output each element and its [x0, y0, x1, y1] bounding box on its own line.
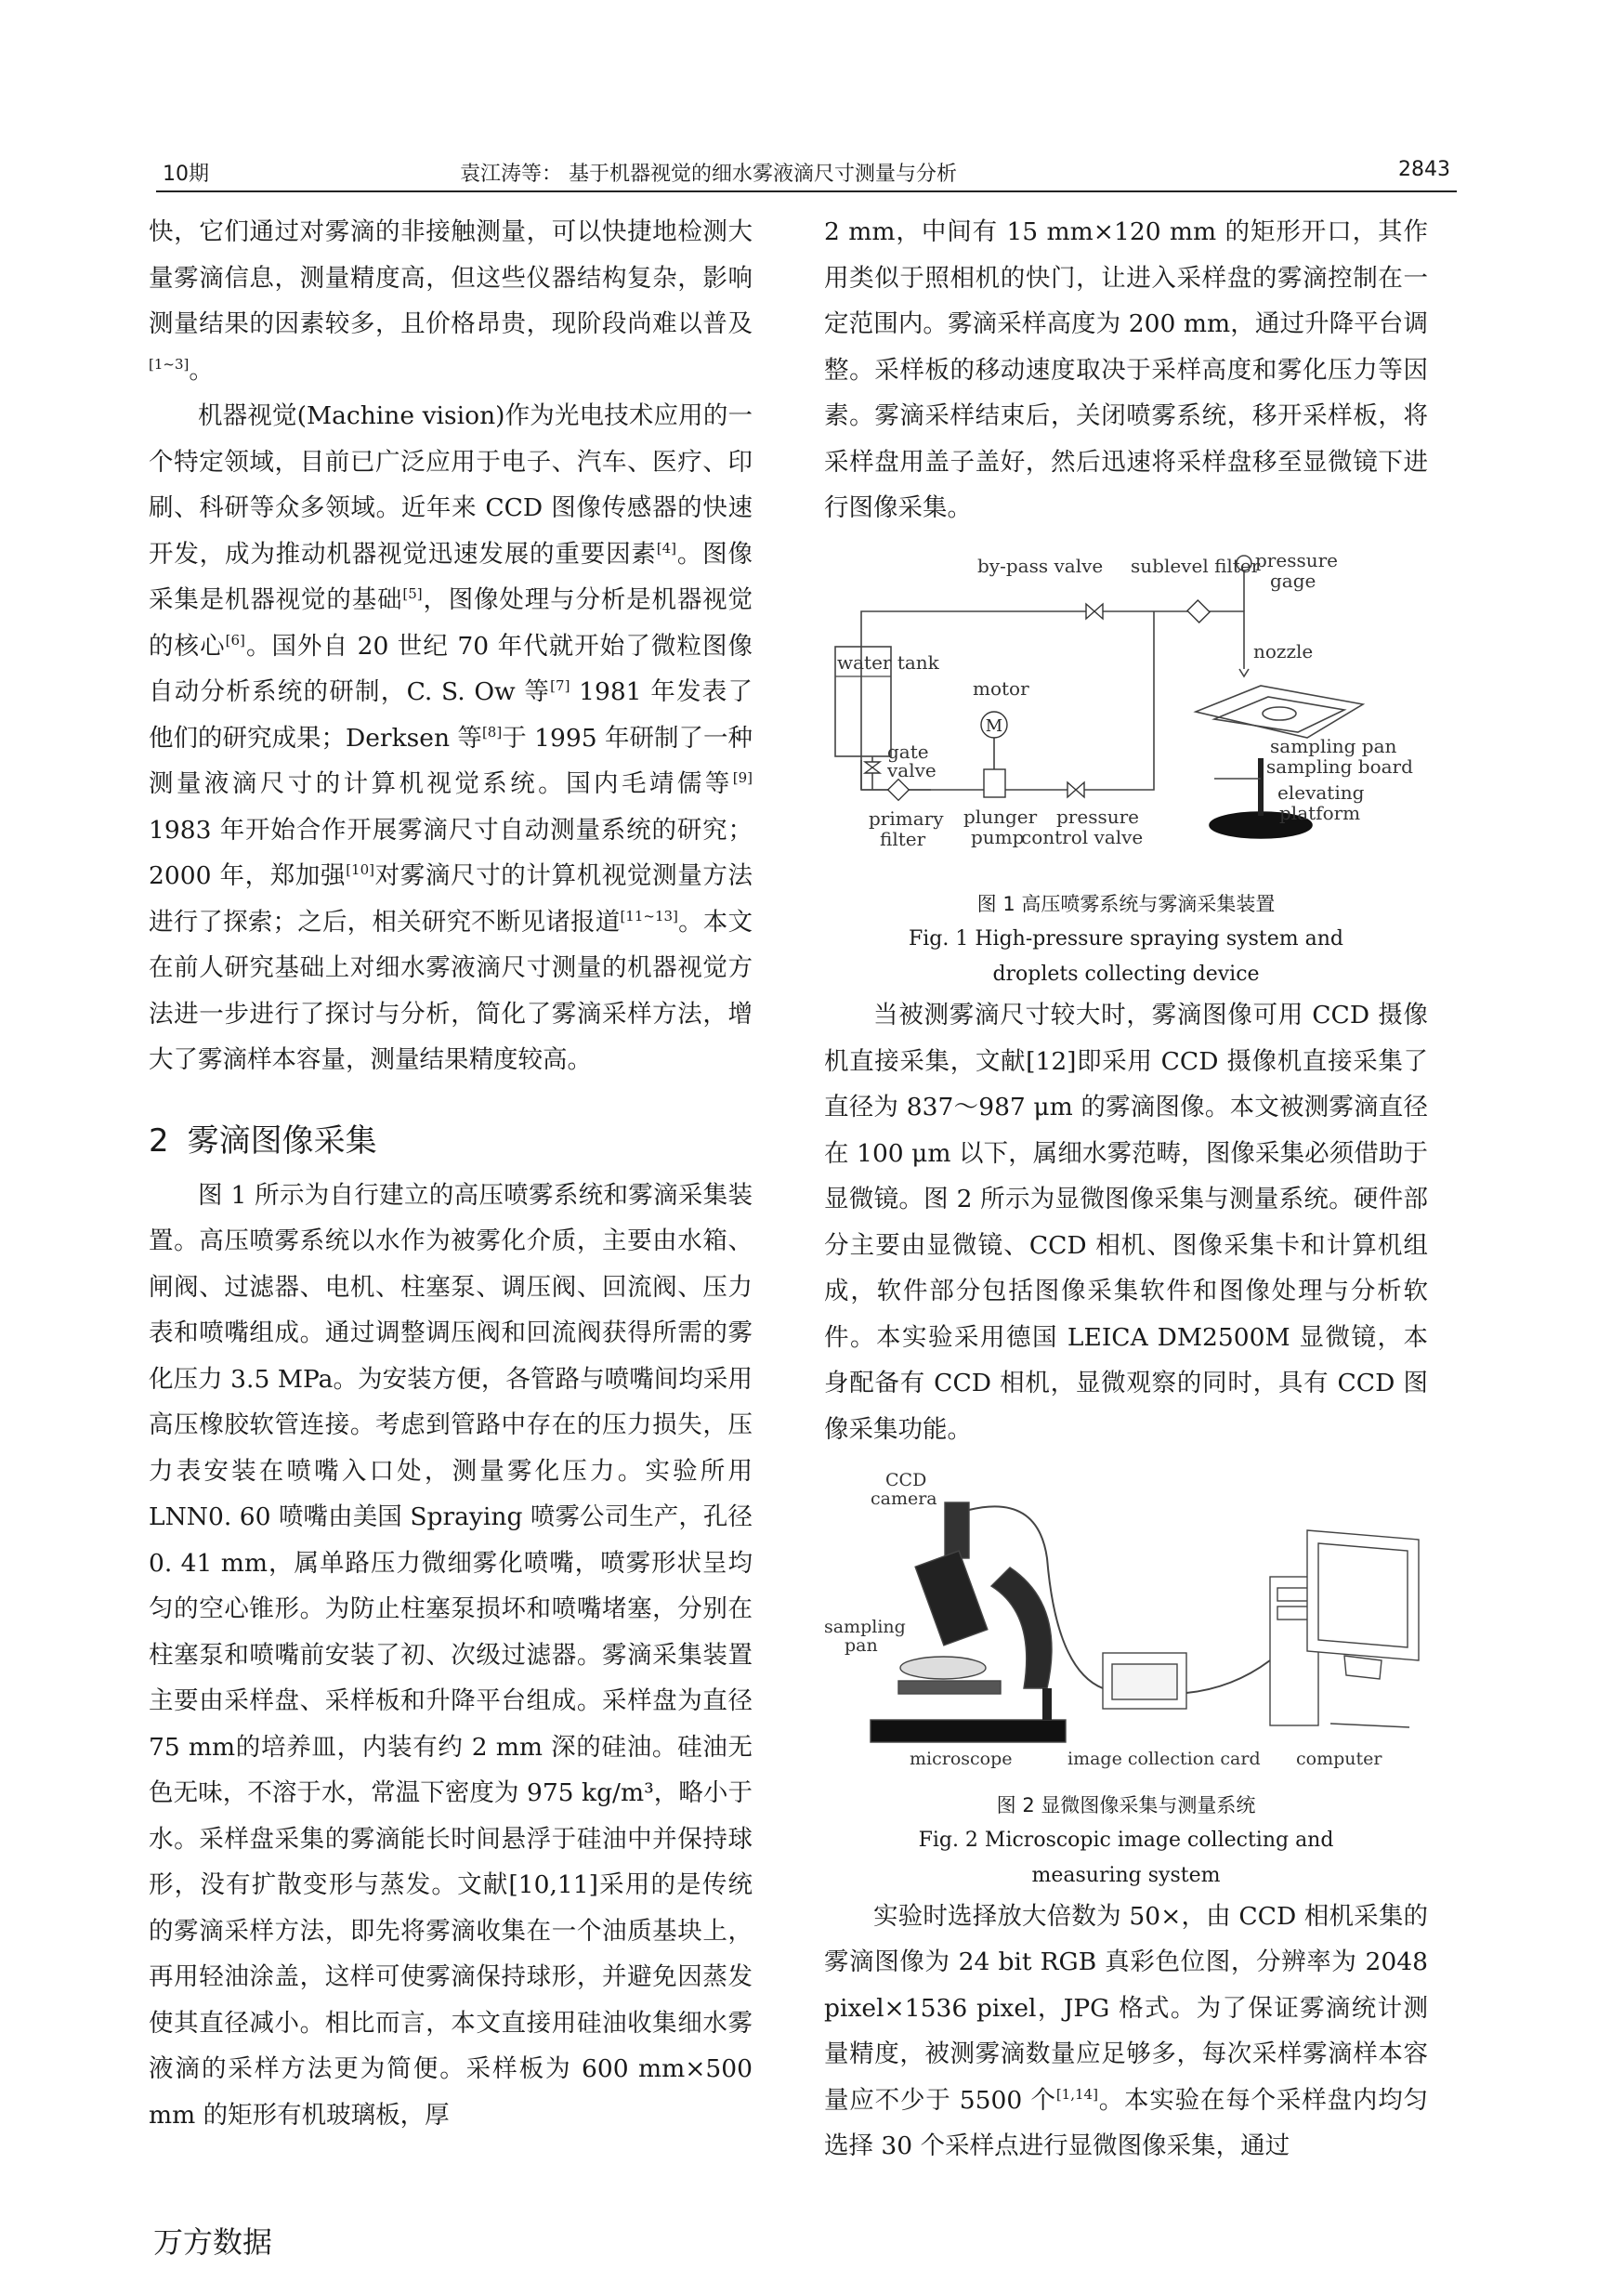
footer-watermark: 万方数据: [153, 2224, 273, 2260]
figure-1-diagram: [824, 546, 1428, 872]
motor-symbol: M: [985, 715, 1003, 736]
label-nozzle: nozzle: [1253, 639, 1314, 662]
label-microscope: microscope: [910, 1749, 1013, 1769]
right-column: [824, 209, 1428, 2170]
label-elevating: elevating: [1277, 780, 1365, 804]
figure-1-caption-cn: 图 1 高压喷雾系统与雾滴采集装置: [976, 893, 1276, 915]
paragraph: 当被测雾滴尺寸较大时，雾滴图像可用 CCD 摄像机直接采集，文献[12]即采用 CCD 摄像机直接采集了直径为 837～987 μm 的雾滴图像。本文被测雾滴直径在 100 μm 以下，属细水雾范畴，图像采集必须借助于显微镜。图 2 所示为显微图像采集与测量系统。硬件部分主要由显微镜、CCD 相机、图像采集卡和计算机组成，软件部分包括图像采集软件和图像处理与分析软件。本实验采用德国 LEICA DM2500M 显微镜，本身配备有 CCD 相机，显微观察的同时，具有 CCD 图像采集功能。: [824, 1001, 1428, 1444]
label-water-tank: water tank: [837, 650, 939, 674]
label-sampling-pan: sampling pan: [1270, 734, 1397, 757]
label-sampling: sampling: [824, 1617, 906, 1637]
label-gate: gate: [887, 740, 929, 763]
label-gage: gage: [1270, 569, 1316, 592]
paragraph: 实验时选择放大倍数为 50×，由 CCD 相机采集的雾滴图像为 24 bit RGB 真彩色位图，分辨率为 2048 pixel×1536 pixel，JPG 格式。为了保证雾滴统计测量精度，被测雾滴数量应足够多，每次采样雾滴样本容量应不少于 5500 个[1,14]。本实验在每个采样盘内均匀选择 30 个采样点进行显微图像采集，通过: [824, 1901, 1429, 2160]
figure-2-diagram: [824, 1465, 1428, 1772]
label-sampling-board: sampling board: [1266, 754, 1413, 778]
paragraph: 快，它们通过对雾滴的非接触测量，可以快捷地检测大量雾滴信息，测量精度高，但这些仪器结构复杂，影响测量结果的因素较多，且价格昂贵，现阶段尚难以普及[1~3]。: [149, 217, 753, 385]
figure-1-caption-en: Fig. 1 High-pressure spraying system and: [909, 927, 1343, 951]
figure-2-caption-cn: 图 2 显微图像采集与测量系统: [996, 1793, 1256, 1816]
label-pump: pump: [971, 825, 1025, 848]
label-pressure-control: pressure: [1056, 805, 1140, 828]
figure-2-caption-en-2: measuring system: [1031, 1863, 1221, 1887]
figure-1: [824, 546, 1428, 993]
label-motor: motor: [973, 676, 1029, 700]
label-valve: valve: [887, 758, 936, 781]
label-control-valve: control valve: [1021, 825, 1144, 848]
label-plunger: plunger: [963, 805, 1038, 828]
header-title: 袁江涛等： 基于机器视觉的细水雾液滴尺寸测量与分析: [460, 163, 957, 186]
label-primary: primary: [869, 807, 944, 830]
left-column: [149, 209, 753, 2138]
label-ccd: CCD: [885, 1470, 927, 1490]
label-bypass-valve: by-pass valve: [977, 554, 1104, 577]
label-camera: camera: [871, 1489, 937, 1509]
label-pan: pan: [845, 1635, 878, 1656]
label-computer: computer: [1296, 1749, 1382, 1769]
section-heading: [149, 1115, 753, 1167]
label-filter: filter: [880, 827, 926, 850]
label-sublevel-filter: sublevel filter: [1131, 554, 1261, 577]
section-title: 雾滴图像采集: [187, 1121, 377, 1160]
label-platform: platform: [1279, 801, 1361, 824]
figure-2: [824, 1465, 1428, 1894]
label-pressure: pressure: [1255, 548, 1339, 571]
label-image-card: image collection card: [1067, 1749, 1261, 1769]
section-number: 2: [149, 1121, 169, 1160]
header-rule: [156, 190, 1457, 192]
figure-2-caption-en: Fig. 2 Microscopic image collecting and: [918, 1828, 1334, 1852]
paragraph: 机器视觉(Machine vision)作为光电技术应用的一个特定领域，目前已广泛应用于电子、汽车、医疗、印刷、科研等众多领域。近年来 CCD 图像传感器的快速开发，成为推动机器视觉迅速发展的重要因素[4]。图像采集是机器视觉的基础[5]，图像处理与分析是机器视觉的核心[6]。国外自 20 世纪 70 年代就开始了微粒图像自动分析系统的研制，C. S. Ow 等[7] 1981 年发表了他们的研究成果；Derksen 等[8]于 1995 年研制了一种测量液滴尺寸的计算机视觉系统。国内毛靖儒等[9] 1983 年开始合作开展雾滴尺寸自动测量系统的研究；2000 年，郑加强[10]对雾滴尺寸的计算机视觉测量方法进行了探索；之后，相关研究不断见诸报道[11~13]。本文在前人研究基础上对细水雾液滴尺寸测量的机器视觉方法进一步进行了探讨与分析，简化了雾滴采样方法，增大了雾滴样本容量，测量结果精度较高。: [149, 401, 753, 1074]
header-page: 2843: [1398, 158, 1450, 181]
figure-1-caption-en-2: droplets collecting device: [992, 963, 1260, 986]
paragraph: 2 mm，中间有 15 mm×120 mm 的矩形开口，其作用类似于照相机的快门，让进入采样盘的雾滴控制在一定范围内。雾滴采样高度为 200 mm，通过升降平台调整。采样板的移动速度取决于采样高度和雾化压力等因素。雾滴采样结束后，关闭喷雾系统，移开采样板，将采样盘用盖子盖好，然后迅速将采样盘移至显微镜下进行图像采集。: [824, 217, 1428, 522]
paragraph: 图 1 所示为自行建立的高压喷雾系统和雾滴采集装置。高压喷雾系统以水作为被雾化介质，主要由水箱、闸阀、过滤器、电机、柱塞泵、调压阀、回流阀、压力表和喷嘴组成。通过调整调压阀和回流阀获得所需的雾化压力 3.5 MPa。为安装方便，各管路与喷嘴间均采用高压橡胶软管连接。考虑到管路中存在的压力损失，压力表安装在喷嘴入口处，测量雾化压力。实验所用 LNN0. 60 喷嘴由美国 Spraying 喷雾公司生产，孔径 0. 41 mm，属单路压力微细雾化喷嘴，喷雾形状呈均匀的空心锥形。为防止柱塞泵损坏和喷嘴堵塞，分别在柱塞泵和喷嘴前安装了初、次级过滤器。雾滴采集装置主要由采样盘、采样板和升降平台组成。采样盘为直径 75 mm的培养皿，内装有约 2 mm 深的硅油。硅油无色无味，不溶于水，常温下密度为 975 kg/m³，略小于水。采样盘采集的雾滴能长时间悬浮于硅油中并保持球形，没有扩散变形与蒸发。文献[10,11]采用的是传统的雾滴采样方法，即先将雾滴收集在一个油质基块上，再用轻油涂盖，这样可使雾滴保持球形，并避免因蒸发使其直径减小。相比而言，本文直接用硅油收集细水雾液滴的采样方法更为简便。采样板为 600 mm×500 mm 的矩形有机玻璃板，厚: [149, 1180, 753, 2130]
header-issue: 10期: [163, 163, 209, 186]
